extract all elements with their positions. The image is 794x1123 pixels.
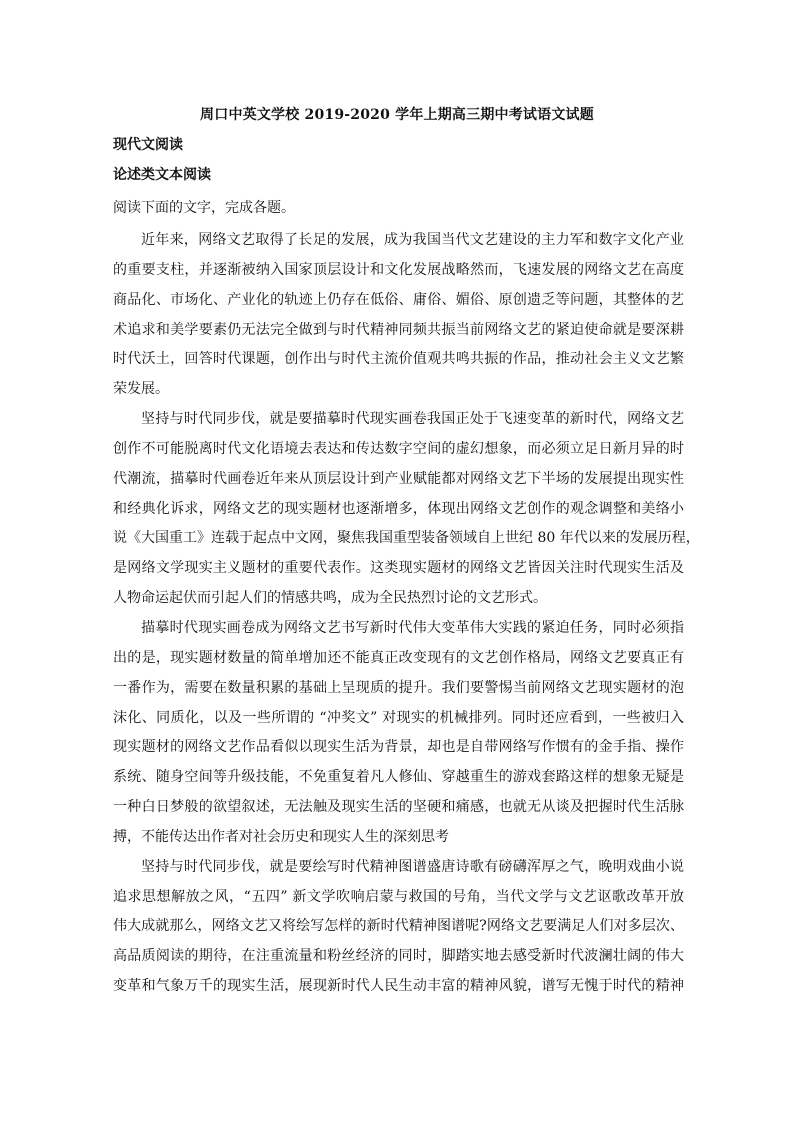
paragraph-line: 搏，不能传达出作者对社会历史和现实人生的深刻思考 xyxy=(113,828,449,845)
paragraph-line: 追求思想解放之风，“五四” 新文学吹响启蒙与救国的号角，当代文学与文艺讴歌改革开放 xyxy=(113,888,684,905)
paragraph-line: 人物命运起伏而引起人们的情感共鸣，成为全民热烈讨论的文艺形式。 xyxy=(113,590,547,607)
paragraph-2 xyxy=(113,405,700,614)
subsection-heading: 论述类文本阅读 xyxy=(113,167,211,183)
section-heading: 现代文阅读 xyxy=(113,137,183,153)
paragraph-line: 伟大成就那么，网络文艺又将绘写怎样的新时代精神图谱呢?网络文艺要满足人们对多层次、 xyxy=(113,918,684,935)
paragraph-line: 和经典化诉求，网络文艺的现实题材也逐渐增多，体现出网络文艺创作的观念调整和美络小 xyxy=(113,500,684,517)
paragraph-line: 坚持与时代同步伐，就是要描摹时代现实画卷我国正处于飞速变革的新时代，网络文艺 xyxy=(141,411,684,428)
paragraph-line: 代潮流，描摹时代画卷近年来从顶层设计到产业赋能都对网络文艺下半场的发展提出现实性 xyxy=(113,470,684,487)
paragraph-line: 的重要支柱，并逐渐被纳入国家顶层设计和文化发展战略然而，飞速发展的网络文艺在高度 xyxy=(113,261,684,278)
paragraph-line: 沫化、同质化，以及一些所谓的 “冲奖文” 对现实的机械排列。同时还应看到，一些被归入 xyxy=(113,709,684,726)
paragraph-line: 系统、随身空间等升级技能，不免重复着凡人修仙、穿越重生的游戏套路这样的想象无疑是 xyxy=(113,769,684,786)
paragraph-4 xyxy=(113,853,684,1002)
paragraph-1 xyxy=(113,226,684,405)
paragraph-line: 时代沃土，回答时代课题，创作出与时代主流价值观共鸣共振的作品，推动社会主义文艺繁 xyxy=(113,351,684,368)
paragraph-line: 现实题材的网络文艺作品看似以现实生活为背景，却也是自带网络写作惯有的金手指、操作 xyxy=(113,739,684,756)
paragraph-line: 近年来，网络文艺取得了长足的发展，成为我国当代文艺建设的主力军和数字文化产业 xyxy=(141,232,684,248)
paragraph-line: 坚持与时代同步伐，就是要绘写时代精神图谱盛唐诗歌有磅礴浑厚之气，晚明戏曲小说 xyxy=(141,858,684,875)
paragraph-line: 出的是，现实题材数量的简单增加还不能真正改变现有的文艺创作格局，网络文艺要真正有 xyxy=(113,649,684,666)
paragraph-line: 描摹时代现实画卷成为网络文艺书写新时代伟大变革伟大实践的紧迫任务，同时必须指 xyxy=(141,619,684,636)
paragraph-line: 高品质阅读的期待，在注重流量和粉丝经济的同时，脚踏实地去感受新时代波澜壮阔的伟大 xyxy=(113,948,684,965)
paragraph-line: 商品化、市场化、产业化的轨迹上仍存在低俗、庸俗、媚俗、原创遗乏等问题，其整体的艺 xyxy=(113,291,684,308)
paragraph-line: 是网络文学现实主义题材的重要代表作。这类现实题材的网络文艺皆因关注时代现实生活及 xyxy=(113,560,684,577)
paragraph-line: 变革和气象万千的现实生活，展现新时代人民生动丰富的精神风貌，谱写无愧于时代的精神 xyxy=(113,978,684,995)
paragraph-line: 术追求和美学要素仍无法完全做到与时代精神同频共振当前网络文艺的紧迫使命就是要深耕 xyxy=(113,321,684,338)
passage-body xyxy=(113,226,700,1002)
paragraph-line: 荣发展。 xyxy=(113,381,169,398)
paragraph-line: 说《大国重工》连载于起点中文网，聚焦我国重型装备领域自上世纪 80 年代以来的发展历程， xyxy=(113,530,700,547)
paragraph-line: 一番作为，需要在数量积累的基础上呈现质的提升。我们要警惕当前网络文艺现实题材的泡 xyxy=(113,679,684,696)
paragraph-3 xyxy=(113,614,684,853)
paragraph-line: 一种白日梦般的欲望叙述，无法触及现实生活的坚硬和痛感，也就无从谈及把握时代生活脉 xyxy=(113,799,684,816)
page-title: 周口中英文学校 2019-2020 学年上期高三期中考试语文试题 xyxy=(200,107,594,123)
instruction-text: 阅读下面的文字，完成各题。 xyxy=(113,200,295,216)
paragraph-line: 创作不可能脱离时代文化语境去表达和传达数字空间的虚幻想象，而必须立足日新月异的时 xyxy=(113,440,684,457)
